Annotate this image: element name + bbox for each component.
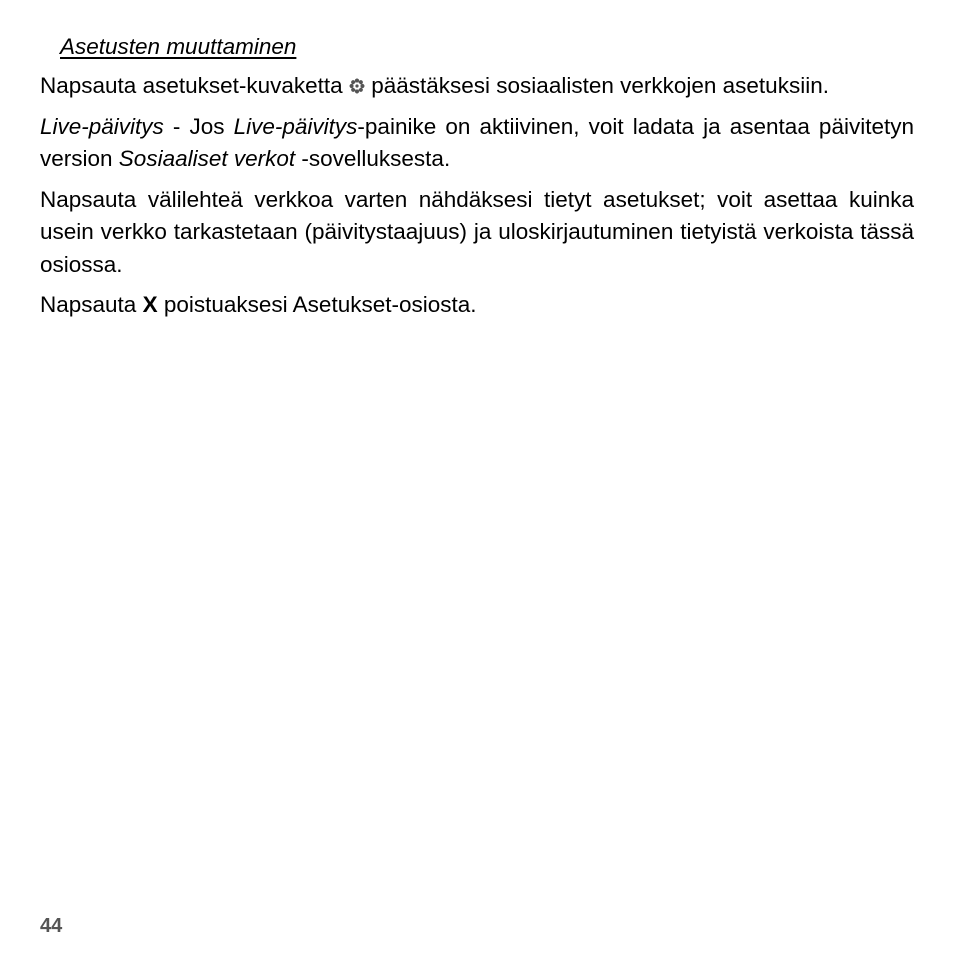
paragraph-text: -sovelluksesta. [295,146,451,171]
paragraph-text: Napsauta asetukset-kuvaketta [40,73,343,98]
section-heading: Asetusten muuttaminen [60,34,297,59]
paragraph-exit [40,289,914,322]
paragraph-text: - Jos [163,113,234,139]
paragraph-live-update [40,111,914,176]
close-key-label: X [142,292,158,317]
paragraph-text: -painike on aktiivinen, voit ladata ja asentaa päivitetyn version [40,113,914,171]
paragraph-network-tabs: Napsauta välilehteä verkkoa varten nähdäksesi tietyt asetukset; voit asettaa kuinka usein verkko tarkastetaan (päivitystaajuus) ja uloskirjautuminen tietyistä verkoista tässä osiossa. [40,186,914,277]
paragraph-text: päästäksesi sosiaalisten verkkojen asetuksiin. [371,73,829,98]
page-number: 44 [40,915,63,937]
gear-icon [349,71,365,87]
paragraph-text: Napsauta [40,292,143,317]
paragraph-settings-icon [40,70,914,103]
term-live-update: Live-päivitys [40,113,164,139]
term-live-update: Live-päivitys [233,113,358,139]
paragraph-text: poistuaksesi Asetukset-osiosta. [157,292,477,317]
app-name: Sosiaaliset verkot [118,146,296,171]
page-content [40,30,914,330]
